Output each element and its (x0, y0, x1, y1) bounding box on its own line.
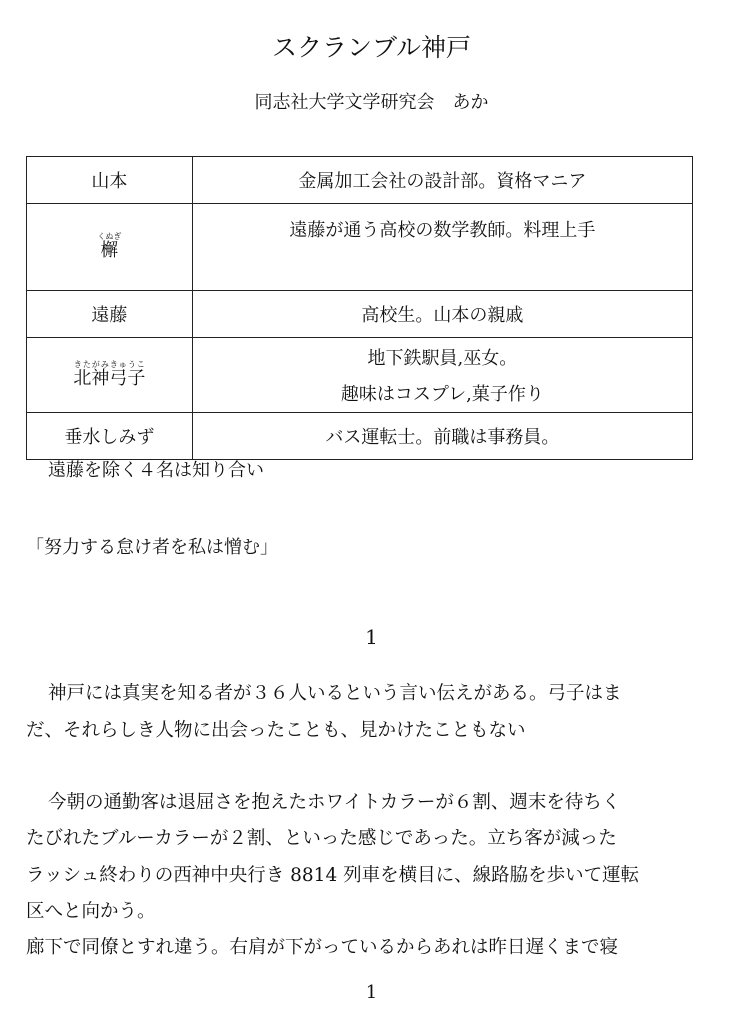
character-name: 遠藤 (27, 291, 193, 338)
document-title: スクランブル神戸 (271, 33, 471, 62)
chapter-heading: 1 (365, 625, 378, 649)
note-text: 遠藤を除く４名は知り合い (48, 460, 264, 481)
furigana: くぬぎ (97, 232, 122, 241)
body-line: だ、それらしき人物に出会ったことも、見かけたこともない (26, 720, 526, 741)
character-name: 北神弓子きたがみきゅうこ (27, 338, 193, 413)
character-description: 金属加工会社の設計部。資格マニア (192, 157, 692, 204)
character-description: 地下鉄駅員,巫女。 趣味はコスプレ,菓子作り (192, 338, 692, 413)
body-line: 廊下で同僚とすれ違う。右肩が下がっているからあれは昨日遅くまで寝 (26, 937, 619, 958)
character-name: 檞くぬぎ (27, 204, 193, 291)
character-description: バス運転士。前職は事務員。 (192, 413, 692, 460)
character-table (26, 156, 693, 460)
table-row (27, 413, 693, 460)
body-line: ラッシュ終わりの西神中央行き 8814 列車を横目に、線路脇を歩いて運転 (26, 865, 640, 886)
table-row (27, 291, 693, 338)
epigraph: 「努力する怠け者を私は憎む」 (26, 537, 278, 558)
page-number: 1 (365, 982, 378, 1003)
body-line: 今朝の通勤客は退屈さを抱えたホワイトカラーが６割、週末を待ちく (48, 792, 621, 813)
body-line: たびれたブルーカラーが２割、といった感じであった。立ち客が減った (26, 828, 617, 849)
body-line: 区へと向かう。 (26, 901, 156, 922)
character-description: 遠藤が通う高校の数学教師。料理上手 (192, 204, 692, 291)
table-row (27, 157, 693, 204)
character-description: 高校生。山本の親戚 (192, 291, 692, 338)
character-name: 山本 (27, 157, 193, 204)
body-line: 神戸には真実を知る者が３６人いるという言い伝えがある。弓子はま (48, 683, 622, 704)
table-row (27, 338, 693, 413)
table-row (27, 204, 693, 291)
author-line: 同志社大学文学研究会 あか (254, 92, 489, 113)
character-name: 垂水しみず (27, 413, 193, 460)
furigana: きたがみきゅうこ (73, 360, 146, 369)
